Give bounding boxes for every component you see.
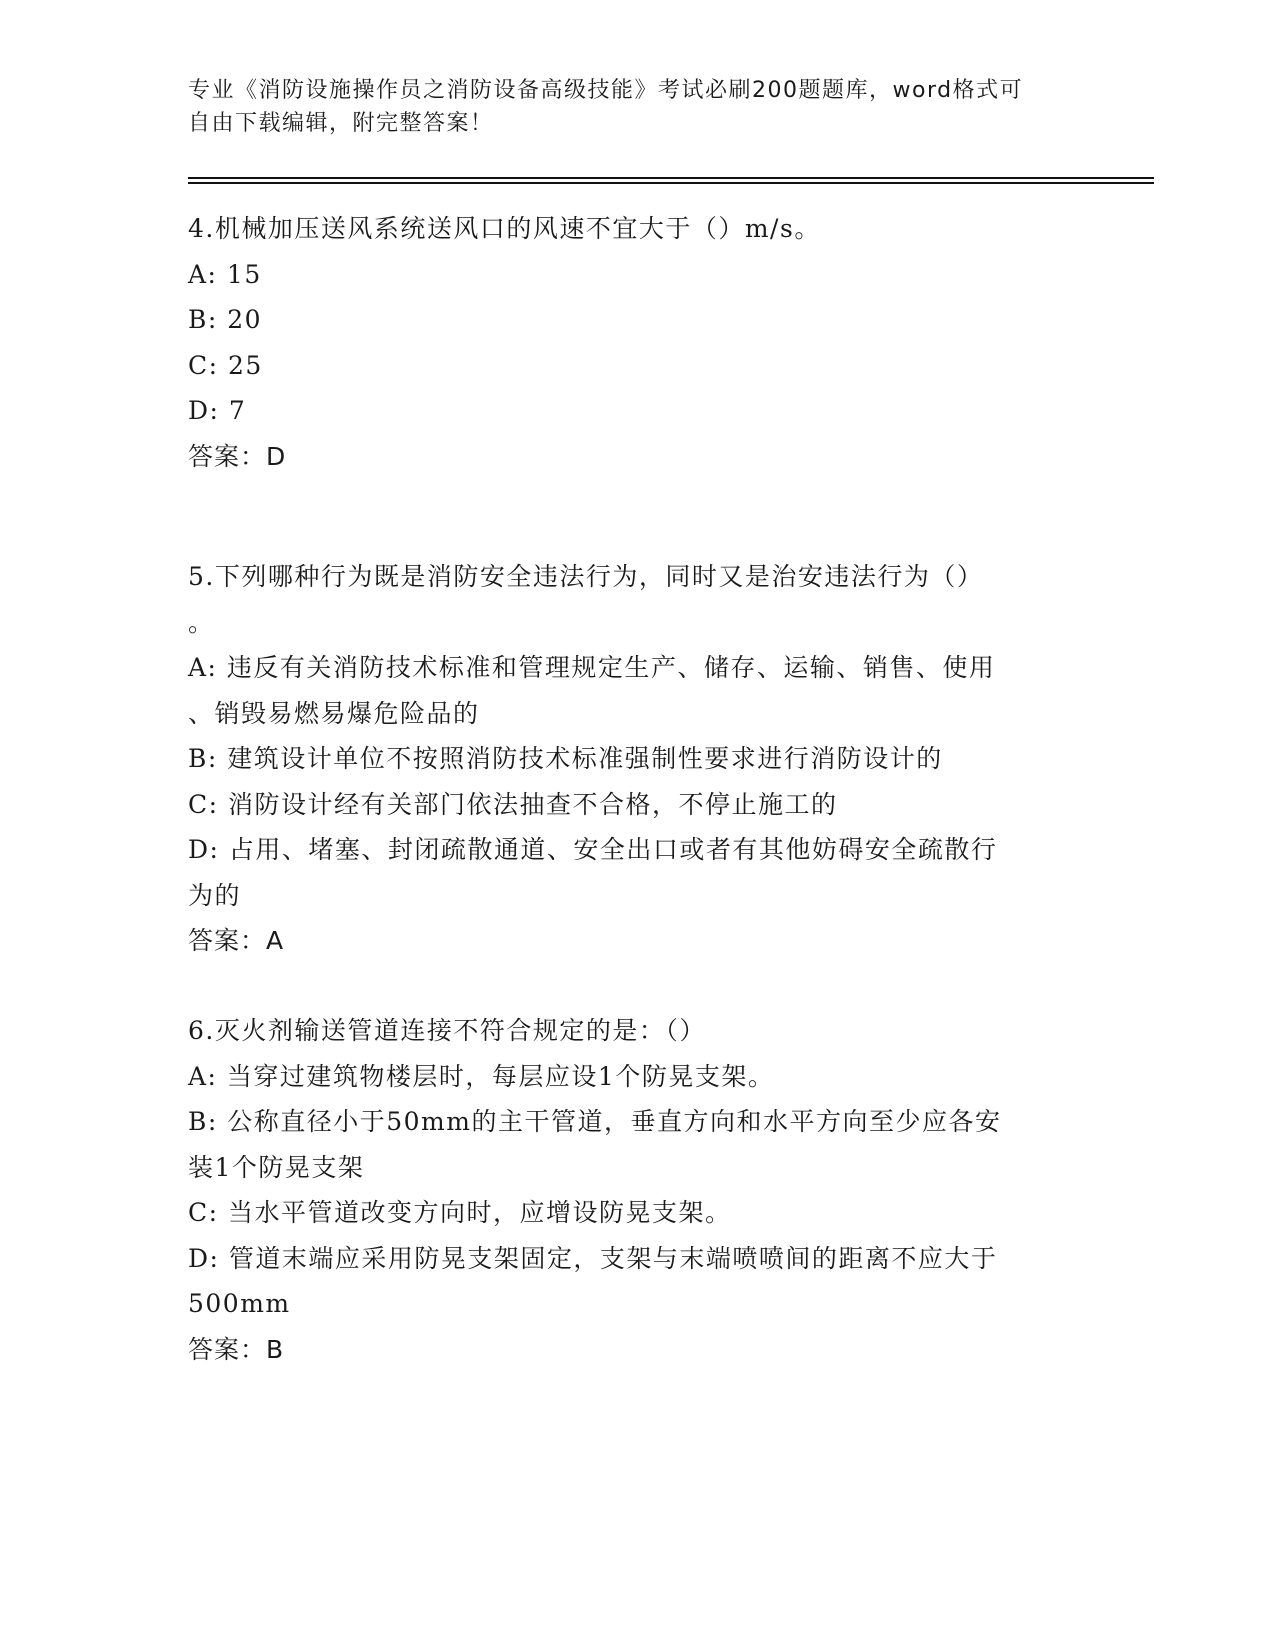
option-d-continuation: 500mm (188, 1289, 291, 1318)
header-line: 自由下载编辑，附完整答案！ (188, 111, 494, 136)
question-item (188, 206, 1088, 479)
answer-label: 答案：A (188, 926, 285, 955)
question-stem: 5.下列哪种行为既是消防安全违法行为，同时又是治安违法行为（） (188, 562, 984, 591)
option-c: C: 消防设计经有关部门依法抽查不合格，不停止施工的 (188, 789, 838, 819)
question-stem-continuation: 。 (188, 607, 215, 637)
option-b: B: 公称直径小于50mm的主干管道，垂直方向和水平方向至少应各安 (188, 1107, 1002, 1136)
option-b: B: 20 (188, 305, 263, 334)
option-d: D: 7 (188, 396, 247, 425)
question-item (188, 1008, 1088, 1372)
option-b: B: 建筑设计单位不按照消防技术标准强制性要求进行消防设计的 (188, 744, 943, 773)
question-item (188, 554, 1088, 964)
option-a: A: 违反有关消防技术标准和管理规定生产、储存、运输、销售、使用 (188, 653, 996, 682)
option-b-continuation: 装1个防晃支架 (188, 1152, 365, 1182)
option-d: D: 占用、堵塞、封闭疏散通道、安全出口或者有其他妨碍安全疏散行 (188, 835, 998, 864)
option-d-continuation: 为的 (188, 880, 242, 910)
answer-label: 答案：D (188, 441, 287, 471)
header-divider (188, 177, 1154, 179)
header-line: 专业《消防设施操作员之消防设备高级技能》考试必刷200题题库，word格式可 (188, 78, 1024, 103)
document-header (188, 74, 1088, 140)
option-a: A: 当穿过建筑物楼层时，每层应设1个防晃支架。 (188, 1061, 775, 1091)
option-a: A: 15 (188, 259, 262, 289)
option-a-continuation: 、销毁易燃易爆危险品的 (188, 698, 480, 728)
question-stem: 6.灭火剂输送管道连接不符合规定的是：（） (188, 1016, 706, 1045)
option-d: D: 管道末端应采用防晃支架固定，支架与末端喷喷间的距离不应大于 (188, 1243, 998, 1273)
header-divider (188, 182, 1154, 184)
answer-label: 答案：B (188, 1334, 285, 1364)
question-stem: 4.机械加压送风系统送风口的风速不宜大于（）m/s。 (188, 214, 821, 243)
option-c: C: 25 (188, 350, 263, 380)
option-c: C: 当水平管道改变方向时，应增设防晃支架。 (188, 1198, 732, 1227)
